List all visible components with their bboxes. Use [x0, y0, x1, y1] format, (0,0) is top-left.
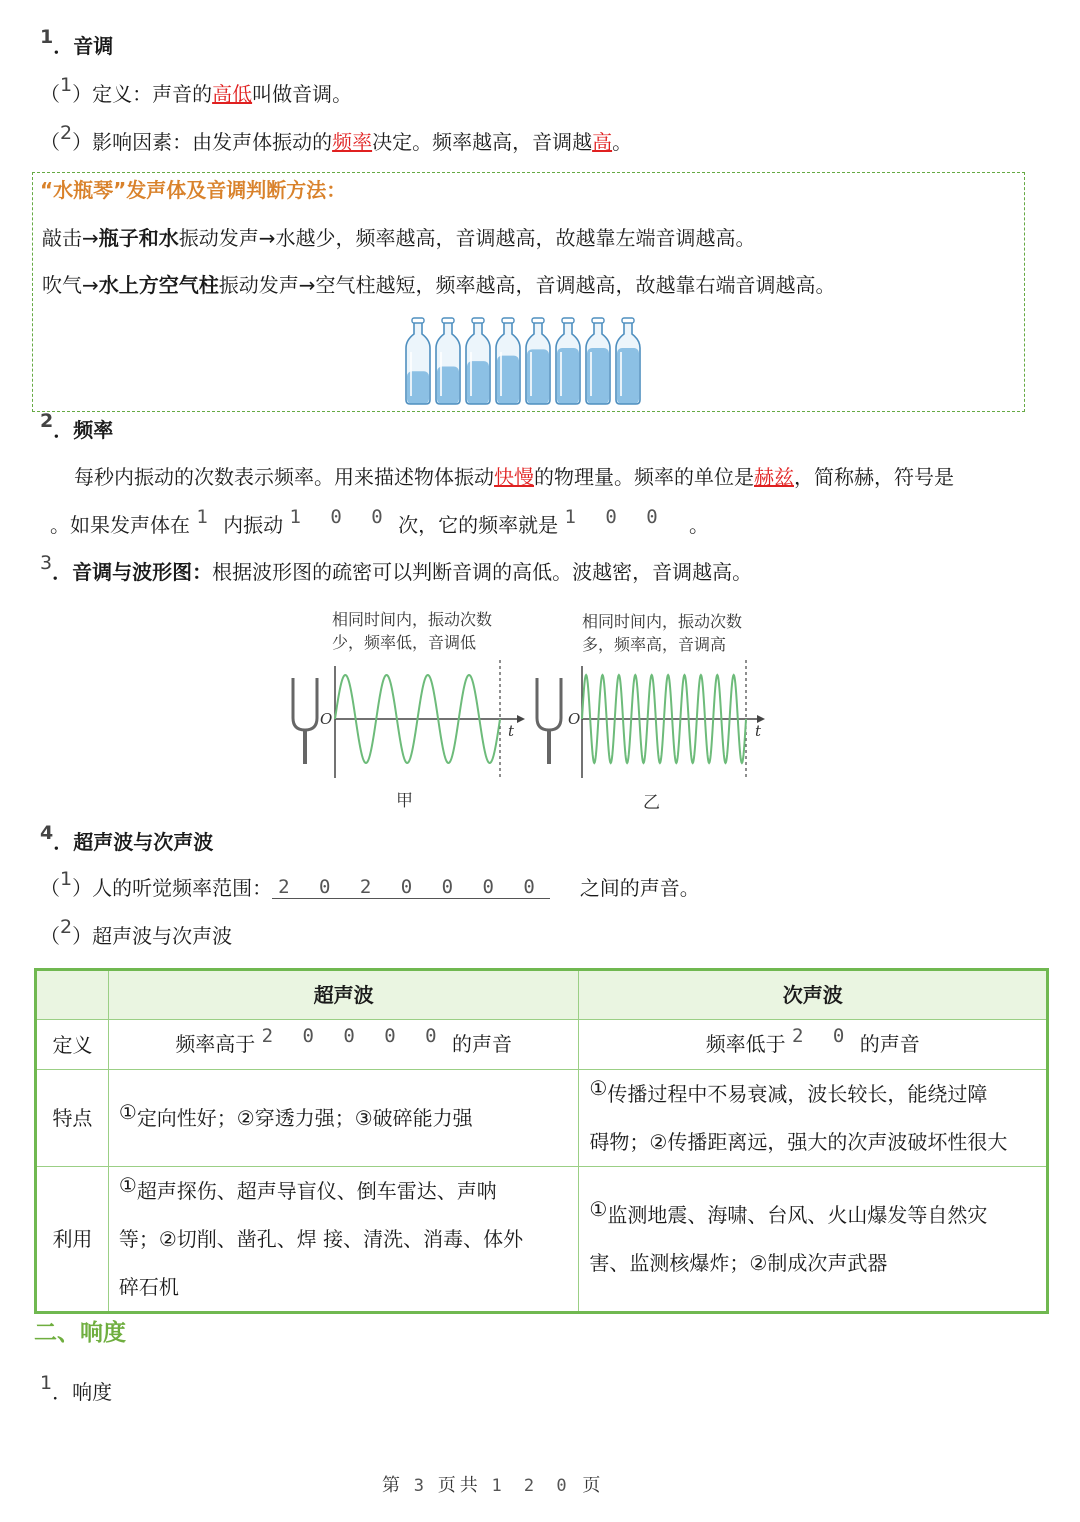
blank-value: 1 0 0 — [289, 506, 392, 528]
section-number: 2 — [40, 410, 54, 432]
bottle-outline — [616, 322, 640, 404]
row-label-definition: 定义 — [36, 1020, 109, 1070]
keyword-red: 高低 — [212, 82, 253, 106]
origin-label-b: O — [568, 710, 581, 728]
bottle-icon — [586, 318, 610, 404]
text: 叫做音调。 — [252, 82, 353, 106]
section-title: ．响度 — [52, 1380, 113, 1404]
caption-b-1: 相同时间内，振动次数 — [582, 612, 743, 631]
text: 敲击→ — [42, 226, 99, 250]
text: 内振动 — [223, 513, 284, 537]
text: 频率高于 — [175, 1032, 256, 1056]
table-row — [36, 1070, 1048, 1167]
ultra-infra-line — [40, 916, 233, 951]
water-bottles-illustration — [400, 316, 645, 408]
keyword-red: 赫兹 — [754, 465, 794, 489]
chapter-heading-loudness: 二、响度 — [34, 1320, 126, 1346]
figure-label-a: 甲 — [396, 791, 413, 811]
text: 等；②切削、凿孔、焊 接、清洗、消毒、体外 — [118, 1227, 524, 1251]
tuning-fork-a-icon — [293, 678, 317, 764]
bottle-outline — [436, 322, 460, 404]
text: 的声音 — [859, 1032, 920, 1056]
origin-label-a: O — [320, 710, 333, 728]
paren-open: （ — [40, 130, 60, 154]
infrasound-features — [579, 1070, 1048, 1167]
section-title: ．频率 — [53, 418, 114, 442]
circle-number: ① — [118, 1100, 137, 1124]
circle-number: ① — [589, 1076, 608, 1100]
hearing-range-blank: 2 0 2 0 0 0 0 — [272, 876, 550, 899]
text: 决定。频率越高，音调越 — [372, 130, 593, 154]
section-number: 3 — [40, 552, 53, 574]
caption-a-2: 少，频率低，音调低 — [332, 633, 477, 652]
bottle-outline — [556, 322, 580, 404]
text: 吹气→ — [42, 273, 99, 297]
text: 害、监测核爆炸；②制成次声武器 — [589, 1251, 888, 1275]
circle-number: ① — [589, 1197, 608, 1221]
paren-open: （ — [40, 82, 60, 106]
table-row — [36, 1167, 1048, 1313]
factor-line — [40, 122, 633, 157]
bottle-cap — [622, 318, 634, 323]
infrasound-uses — [579, 1167, 1048, 1313]
section-number: 1 — [40, 26, 54, 48]
text: 监测地震、海啸、台风、火山爆发等自然灾 — [607, 1203, 988, 1227]
paren-open: （ — [40, 924, 60, 948]
axis-label-a: t — [508, 722, 515, 740]
keyword-red: 高 — [592, 130, 613, 154]
bottle-icon — [406, 318, 430, 404]
text: 。如果发声体在 — [50, 513, 190, 537]
circle-number: ① — [118, 1173, 137, 1197]
section-3-heading — [40, 552, 753, 587]
text: 每秒内振动的次数表示频率。用来描述物体振动 — [74, 465, 494, 489]
loudness-subheading — [40, 1372, 113, 1407]
bottle-cap — [532, 318, 544, 323]
text: ）定义：声音的 — [72, 82, 213, 106]
ultrasound-features — [108, 1070, 579, 1167]
axis-x-a-arrow — [517, 715, 525, 723]
definition-line — [40, 74, 353, 109]
text: 振动发声→空气柱越短，频率越高，音调越高，故越靠右端音调越高。 — [218, 273, 836, 297]
bottle-cap — [502, 318, 514, 323]
section-number: 1 — [40, 1372, 53, 1394]
text: 页 — [582, 1475, 605, 1496]
item-number: 2 — [60, 122, 73, 144]
bottle-icon — [466, 318, 490, 404]
paren-open: （ — [40, 876, 60, 900]
text: ）影响因素：由发声体振动的 — [72, 130, 333, 154]
text: 传播过程中不易衰减，波长较长，能绕过障 — [607, 1082, 988, 1106]
frequency-line-1 — [74, 463, 954, 491]
page-total: 1 2 0 — [491, 1476, 573, 1496]
text: 超声探伤、超声导盲仪、倒车雷达、声呐 — [136, 1179, 497, 1203]
caption-a-1: 相同时间内，振动次数 — [332, 610, 493, 629]
item-number: 1 — [60, 868, 73, 890]
bottle-icon — [616, 318, 640, 404]
text: 。 — [612, 130, 633, 154]
bottle-icon — [556, 318, 580, 404]
section-title: ．超声波与次声波 — [53, 830, 214, 854]
figure-label-b: 乙 — [643, 793, 660, 813]
item-number: 1 — [60, 74, 73, 96]
text: 定向性好；②穿透力强；③破碎能力强 — [136, 1106, 473, 1130]
text: 次，它的频率就是 — [398, 513, 559, 537]
blank-value: 2 0 0 0 0 — [261, 1025, 446, 1047]
bottle-cap — [442, 318, 454, 323]
bottle-outline — [526, 322, 550, 404]
blank-value: 1 0 0 — [564, 506, 667, 528]
text: 的声音 — [451, 1032, 512, 1056]
text: ）人的听觉频率范围： — [72, 876, 273, 900]
text: 。 — [689, 513, 710, 537]
section-title: ．音调与波形图： — [52, 560, 213, 584]
bottle-icon — [496, 318, 520, 404]
text: 振动发声→水越少，频率越高，音调越高，故越靠左端音调越高。 — [178, 226, 756, 250]
frequency-line-2 — [50, 506, 710, 540]
header-cell-empty — [36, 970, 109, 1020]
box-line-knock — [42, 224, 756, 252]
blank-value: 2 0 — [792, 1025, 854, 1047]
waveform-diagram — [285, 660, 775, 782]
keyword-red: 快慢 — [494, 465, 534, 489]
header-ultrasound: 超声波 — [108, 970, 579, 1020]
bottle-outline — [496, 322, 520, 404]
bottle-outline — [406, 322, 430, 404]
section-title: ．音调 — [53, 34, 114, 58]
section-1-heading — [40, 26, 114, 61]
text: 碎石机 — [118, 1275, 179, 1299]
table-header-row — [36, 970, 1048, 1020]
text: ）超声波与次声波 — [72, 924, 233, 948]
infrasound-definition — [579, 1020, 1048, 1070]
bold-text: 瓶子和水 — [98, 226, 179, 250]
bottle-outline — [586, 322, 610, 404]
text: 频率低于 — [705, 1032, 786, 1056]
row-label-uses: 利用 — [36, 1167, 109, 1313]
item-number: 2 — [60, 916, 73, 938]
page-footer — [382, 1471, 604, 1497]
text: 碍物；②传播距离远，强大的次声波破坏性很大 — [589, 1130, 1008, 1154]
row-label-features: 特点 — [36, 1070, 109, 1167]
text: 根据波形图的疏密可以判断音调的高低。波越密，音调越高。 — [212, 560, 753, 584]
bottle-cap — [592, 318, 604, 323]
keyword-red: 频率 — [332, 130, 373, 154]
bottle-cap — [562, 318, 574, 323]
page-number: 3 — [413, 1476, 428, 1496]
hearing-range-line — [40, 868, 700, 903]
ultrasound-uses — [108, 1167, 579, 1313]
text: ，简称赫，符号是 — [794, 465, 954, 489]
bottle-cap — [472, 318, 484, 323]
header-infrasound: 次声波 — [579, 970, 1048, 1020]
ultrasound-infrasound-table — [34, 968, 1049, 1314]
bottle-outline — [466, 322, 490, 404]
axis-label-b: t — [755, 722, 762, 740]
tuning-fork-b-icon — [537, 678, 561, 764]
text: 第 — [382, 1475, 404, 1496]
ultrasound-definition — [108, 1020, 579, 1070]
bottle-cap — [412, 318, 424, 323]
table-row — [36, 1020, 1048, 1070]
section-number: 4 — [40, 822, 54, 844]
section-2-heading — [40, 410, 114, 445]
wave-b-high-frequency — [582, 675, 746, 763]
text: 页共 — [437, 1475, 482, 1496]
text: 的物理量。频率的单位是 — [534, 465, 754, 489]
text: 之间的声音。 — [579, 876, 700, 900]
bottle-icon — [436, 318, 460, 404]
bottle-icon — [526, 318, 550, 404]
caption-b-2: 多，频率高，音调高 — [582, 635, 727, 654]
section-4-heading — [40, 822, 214, 857]
blank-value: 1 — [196, 506, 217, 528]
box-title: “水瓶琴”发声体及音调判断方法： — [40, 178, 347, 202]
bold-text: 水上方空气柱 — [98, 273, 219, 297]
box-line-blow — [42, 271, 836, 299]
